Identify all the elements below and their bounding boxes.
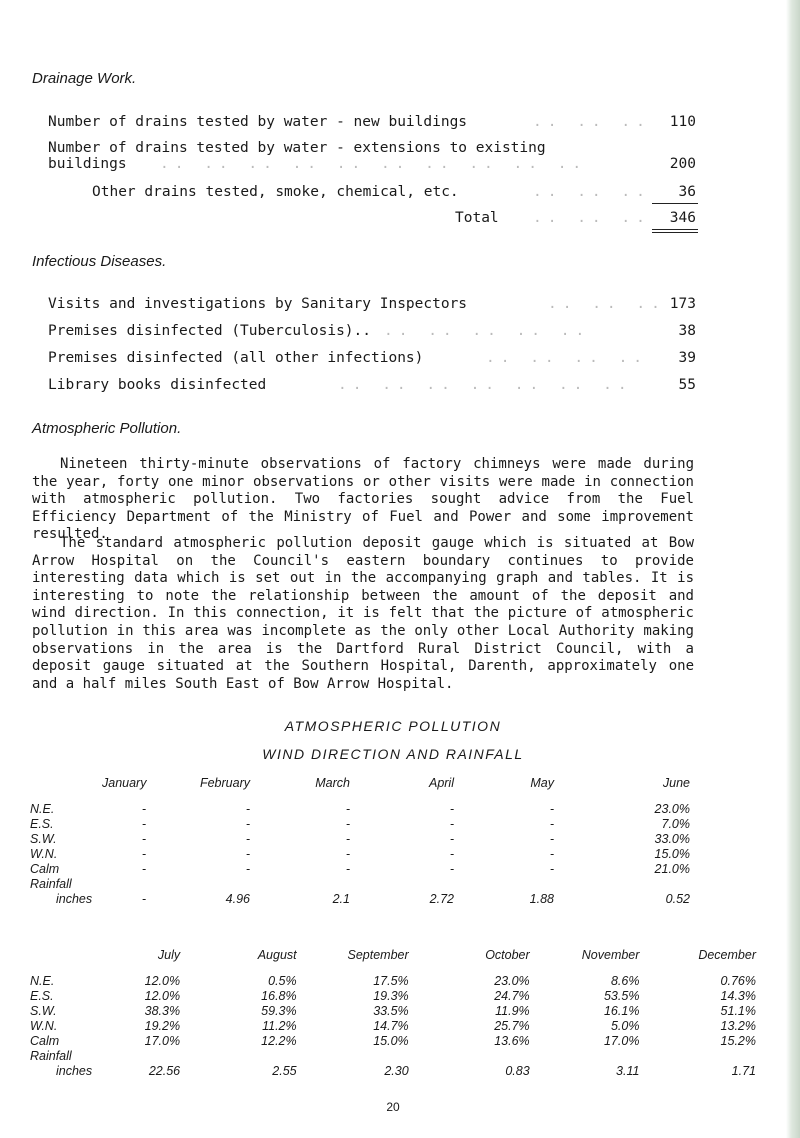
table-cell: 0.76% — [720, 974, 756, 988]
month-header: April — [428, 776, 454, 790]
leader-dots: .. .. .. — [533, 210, 651, 226]
table-cell: 17.0% — [144, 1034, 181, 1048]
table-cell: - — [245, 832, 250, 846]
table-cell: 21.0% — [654, 862, 690, 876]
table-cell: - — [141, 862, 146, 876]
table-cell: - — [345, 832, 350, 846]
leader-dots: .. .. .. .. .. .. .. .. .. .. — [160, 156, 588, 172]
total-rule — [652, 229, 698, 230]
table-cell: - — [141, 832, 146, 846]
drainage-row-label: Number of drains tested by water - extensions to existing — [48, 140, 546, 156]
month-header: July — [157, 948, 181, 962]
table-cell: - — [141, 802, 146, 816]
empty-cell — [111, 1049, 180, 1064]
infectious-row — [48, 323, 591, 339]
drainage-row-label: Other drains tested, smoke, chemical, etc. — [92, 184, 459, 200]
total-double-rule — [652, 232, 698, 233]
infectious-row-label: Library books disinfected — [48, 377, 267, 393]
table-cell: 33.0% — [654, 832, 690, 846]
table-cell: - — [549, 802, 554, 816]
rainfall-label: Rainfall — [30, 877, 72, 891]
infectious-value: 173 — [669, 296, 696, 312]
month-header: October — [485, 948, 530, 962]
table-cell: - — [345, 847, 350, 861]
drainage-value-other: 36 — [678, 184, 696, 200]
rainfall-value: 1.71 — [731, 1064, 756, 1078]
table-cell: 15.2% — [720, 1034, 756, 1048]
leader-dots: .. .. .. .. .. — [384, 323, 591, 339]
rainfall-row — [30, 892, 690, 907]
drainage-total-label: Total — [455, 210, 499, 226]
month-header: March — [315, 776, 350, 790]
table-cell: 17.0% — [603, 1034, 640, 1048]
wind-direction-label: E.S. — [30, 989, 54, 1003]
table-cell: - — [549, 817, 554, 831]
table-cell: - — [141, 817, 146, 831]
wind-direction-label: Calm — [30, 1034, 60, 1048]
table-cell: 15.0% — [373, 1034, 409, 1048]
leader-dots: .. .. .. — [533, 114, 651, 130]
table-row — [30, 862, 690, 877]
month-header: May — [530, 776, 554, 790]
table-row — [30, 847, 690, 862]
rainfall-label-row — [30, 877, 690, 892]
table-cell: - — [345, 802, 350, 816]
table-cell: 11.2% — [262, 1019, 297, 1033]
table-cell: 12.0% — [144, 989, 181, 1003]
wind-rainfall-table-jul-dec — [30, 948, 756, 1079]
empty-cell — [530, 1049, 640, 1064]
table-cell: 14.7% — [373, 1019, 409, 1033]
paragraph-text: The standard atmospheric pollution deposit gauge which is situated at Bow Arrow Hospital on the Council's eastern boundary continues to provide interesting data which is set out in the accompanying graph and tables. It is interesting to note the relationship between the amount of the deposit and wind direction. In this connection, it is felt that the picture of atmospheric pollution in this area was incomplete as the only other Local Authority making observations in the area is the Dartford Rural District Council, with a deposit gauge situated at the Southern Hospital, Darenth, approximately one and a half miles South East of Bow Arrow Hospital. — [32, 535, 694, 692]
wind-direction-label: S.W. — [30, 1004, 57, 1018]
table-cell: 7.0% — [661, 817, 690, 831]
table-cell: - — [245, 802, 250, 816]
infectious-row — [48, 296, 666, 312]
empty-cell — [250, 877, 350, 892]
table-title: ATMOSPHERIC POLLUTION — [284, 718, 502, 734]
empty-cell — [350, 877, 454, 892]
table-cell: 19.2% — [144, 1019, 181, 1033]
table-cell: 12.2% — [261, 1034, 297, 1048]
table-cell: 16.8% — [261, 989, 297, 1003]
table-cell: 59.3% — [261, 1004, 297, 1018]
table-cell: - — [245, 862, 250, 876]
table-cell: 16.1% — [603, 1004, 640, 1018]
rainfall-value: 2.72 — [429, 892, 454, 906]
month-header: June — [662, 776, 690, 790]
table-cell: 33.5% — [373, 1004, 409, 1018]
infectious-row-label: Visits and investigations by Sanitary Inspectors — [48, 296, 468, 312]
table-cell: - — [245, 847, 250, 861]
infectious-value: 39 — [678, 350, 696, 366]
drainage-heading: Drainage Work. — [32, 70, 137, 87]
leader-dots: .. .. .. .. .. .. .. — [338, 377, 633, 393]
empty-cell — [639, 1049, 756, 1064]
month-header: September — [347, 948, 409, 962]
empty-cell — [554, 877, 690, 892]
table-cell: 13.6% — [494, 1034, 530, 1048]
table-cell: 51.1% — [720, 1004, 756, 1018]
table-cell: - — [449, 847, 454, 861]
wind-direction-label: S.W. — [30, 832, 57, 846]
empty-cell — [180, 1049, 297, 1064]
table-row — [30, 989, 756, 1004]
infectious-row-label: Premises disinfected (all other infections) — [48, 350, 424, 366]
drainage-row-new-buildings — [48, 114, 651, 130]
wind-rainfall-table-jan-jun — [30, 776, 690, 907]
drainage-value-extensions: 200 — [669, 156, 696, 172]
table-cell: 38.3% — [144, 1004, 181, 1018]
rainfall-label: Rainfall — [30, 1049, 72, 1063]
atmospheric-paragraph-2 — [32, 535, 694, 693]
table-cell: 19.3% — [373, 989, 409, 1003]
table-header-row — [30, 948, 756, 974]
page-number: 20 — [386, 1100, 400, 1114]
rainfall-value: 1.88 — [529, 892, 554, 906]
wind-direction-label: W.N. — [30, 847, 58, 861]
rainfall-value: 4.96 — [225, 892, 250, 906]
table-row — [30, 817, 690, 832]
table-cell: - — [345, 862, 350, 876]
wind-direction-label: E.S. — [30, 817, 54, 831]
table-cell: - — [449, 817, 454, 831]
page-edge-shadow — [786, 0, 800, 1138]
wind-direction-label: N.E. — [30, 802, 55, 816]
rainfall-value: - — [141, 892, 146, 906]
drainage-row-other — [92, 184, 651, 200]
table-corner — [30, 948, 111, 974]
empty-cell — [297, 1049, 409, 1064]
infectious-heading: Infectious Diseases. — [32, 253, 167, 270]
rainfall-unit-label: inches — [56, 892, 93, 906]
empty-cell — [102, 877, 146, 892]
table-row — [30, 802, 690, 817]
month-header: January — [102, 776, 147, 790]
table-cell: - — [141, 847, 146, 861]
infectious-row-label: Premises disinfected (Tuberculosis).. — [48, 323, 372, 339]
table-cell: - — [549, 847, 554, 861]
wind-direction-label: Calm — [30, 862, 60, 876]
drainage-row-extensions-cont — [48, 156, 588, 172]
infectious-row — [48, 350, 649, 366]
infectious-value: 38 — [678, 323, 696, 339]
drainage-value-total: 346 — [669, 210, 696, 226]
rainfall-unit-label: inches — [56, 1064, 93, 1078]
table-cell: 5.0% — [610, 1019, 640, 1033]
paragraph-text: Nineteen thirty-minute observations of factory chimneys were made during the year, forty one minor observations or other visits were made in connection with atmospheric pollution. Two factories sought advice from the Fuel Efficiency Department of the Ministry of Fuel and Power and some improvement resulted. — [32, 456, 694, 543]
table-cell: 0.5% — [268, 974, 297, 988]
month-header: August — [257, 948, 297, 962]
atmospheric-paragraph-1 — [32, 456, 694, 544]
subtotal-rule — [652, 203, 698, 204]
table-cell: 25.7% — [494, 1019, 530, 1033]
table-row — [30, 1019, 756, 1034]
table-cell: - — [449, 862, 454, 876]
table-row — [30, 832, 690, 847]
rainfall-value: 0.52 — [665, 892, 690, 906]
table-cell: 13.2% — [720, 1019, 756, 1033]
wind-direction-label: N.E. — [30, 974, 55, 988]
drainage-row-extensions — [48, 140, 546, 156]
table-cell: - — [345, 817, 350, 831]
month-header: February — [199, 776, 250, 790]
atmospheric-heading: Atmospheric Pollution. — [32, 420, 182, 437]
leader-dots: .. .. .. .. — [486, 350, 649, 366]
table-corner — [30, 776, 102, 802]
leader-dots: .. .. .. — [533, 184, 651, 200]
rainfall-value: 22.56 — [148, 1064, 181, 1078]
table-cell: 24.7% — [494, 989, 530, 1003]
table-row — [30, 1034, 756, 1049]
rainfall-value: 2.55 — [272, 1064, 297, 1078]
table-header-row — [30, 776, 690, 802]
empty-cell — [146, 877, 250, 892]
empty-cell — [409, 1049, 530, 1064]
rainfall-value: 3.11 — [616, 1064, 640, 1078]
drainage-value-new-buildings: 110 — [669, 114, 696, 130]
table-cell: - — [449, 802, 454, 816]
table-cell: 23.0% — [654, 802, 690, 816]
drainage-row-label-cont: buildings — [48, 156, 127, 172]
leader-dots: .. .. .. — [548, 296, 666, 312]
table-cell: - — [449, 832, 454, 846]
drainage-row-total — [455, 210, 651, 226]
table-cell: 12.0% — [144, 974, 181, 988]
rainfall-value: 2.1 — [332, 892, 350, 906]
infectious-value: 55 — [678, 377, 696, 393]
table-cell: 11.9% — [495, 1004, 530, 1018]
table-subtitle: WIND DIRECTION AND RAINFALL — [262, 746, 524, 762]
table-cell: - — [549, 862, 554, 876]
table-cell: - — [245, 817, 250, 831]
drainage-row-label: Number of drains tested by water - new buildings — [48, 114, 468, 130]
table-cell: 15.0% — [654, 847, 690, 861]
wind-direction-label: W.N. — [30, 1019, 58, 1033]
rainfall-value: 0.83 — [505, 1064, 530, 1078]
rainfall-label-row — [30, 1049, 756, 1064]
table-cell: 53.5% — [603, 989, 640, 1003]
table-row — [30, 1004, 756, 1019]
month-header: December — [698, 948, 756, 962]
table-cell: - — [549, 832, 554, 846]
empty-cell — [454, 877, 554, 892]
table-cell: 14.3% — [720, 989, 756, 1003]
infectious-row — [48, 377, 633, 393]
rainfall-row — [30, 1064, 756, 1079]
table-cell: 23.0% — [494, 974, 530, 988]
table-cell: 17.5% — [373, 974, 409, 988]
table-cell: 8.6% — [610, 974, 640, 988]
rainfall-value: 2.30 — [384, 1064, 409, 1078]
table-row — [30, 974, 756, 989]
month-header: November — [581, 948, 640, 962]
